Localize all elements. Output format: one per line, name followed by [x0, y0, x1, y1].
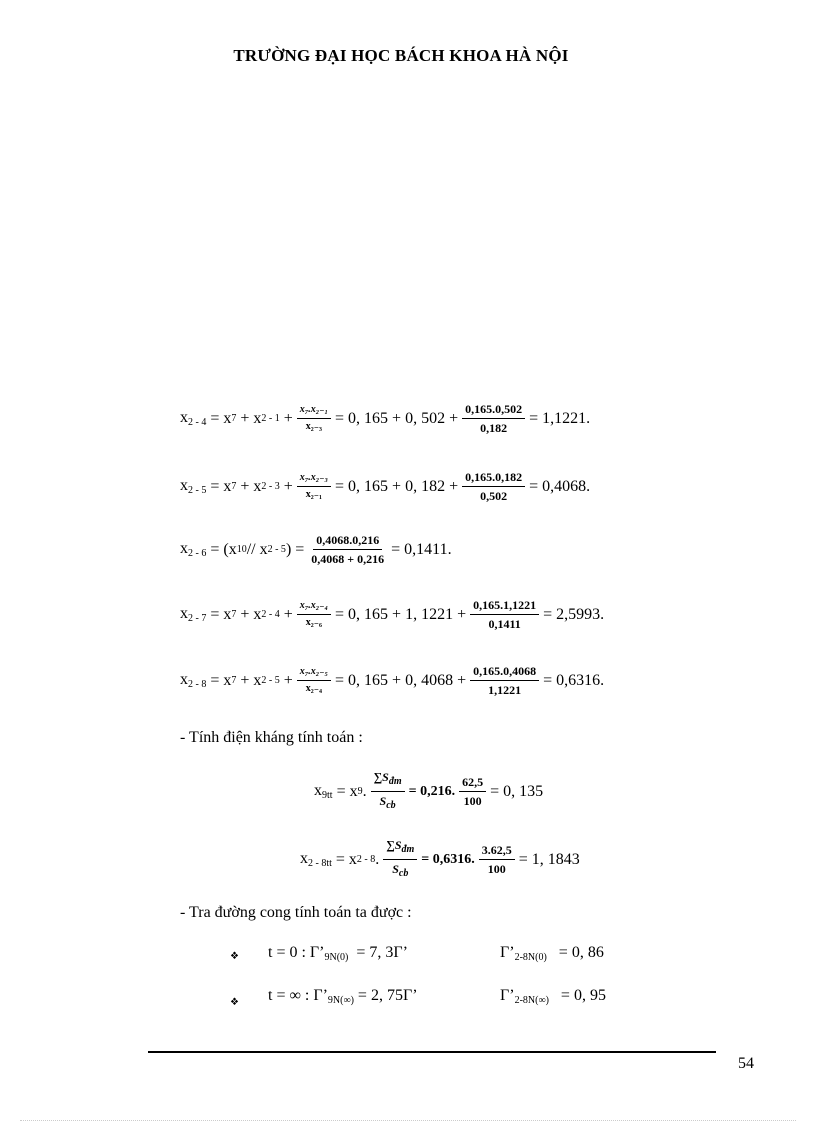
- result: = 0,4068.: [529, 477, 591, 495]
- result: = 0,6316.: [543, 671, 605, 689]
- term: // x: [246, 540, 268, 558]
- result: = 0, 135: [490, 782, 544, 800]
- numeric-fraction: $\frac{0,4068.0,216}{0,4068 + 0,216}$: [311, 533, 385, 566]
- term: + x: [240, 477, 262, 495]
- term: = x: [335, 850, 357, 868]
- result: = 1, 1843: [518, 850, 580, 868]
- symbolic-fraction: $\frac{\text{x₇.x₂₋₅}}{\text{x₂₋₄}}$: [297, 666, 331, 695]
- term: = x: [336, 782, 358, 800]
- symbolic-fraction: $\frac{\text{x₇.x₂₋₁}}{\text{x₂₋₃}}$: [297, 404, 331, 433]
- term: + x: [240, 605, 262, 623]
- symbolic-fraction: $\frac{\text{x₇.x₂₋₄}}{\text{x₂₋₆}}$: [297, 600, 331, 629]
- result: = 2,5993.: [543, 605, 605, 623]
- numeric-term: = 0,6316.: [421, 851, 475, 867]
- symbolic-fraction: $\frac{\text{x₇.x₂₋₃}}{\text{x₂₋₁}}$: [297, 472, 331, 501]
- result: = 0,1411.: [391, 540, 452, 558]
- equation-x2-4: $x_{2 - 4}$ = x 7 + x 2 - 1 + $\frac{\text{x₇.x₂₋₁}}{\text{x₂₋₃}}$ = 0, 165 + 0, 502 + $\frac{0,165.0,502}{0,182}$ = 1,1221.: [180, 402, 591, 435]
- numeric-fraction: $\frac{0,165.0,182}{0,502}$: [462, 470, 525, 503]
- lhs: $x_{2 - 6}$: [180, 540, 207, 559]
- lhs: $x_{2 - 5}$: [180, 477, 207, 496]
- operator: +: [283, 409, 293, 427]
- list-item-t0-right: $\Gamma’_{2-8N(0)}$ = 0, 86: [500, 944, 604, 963]
- operator: +: [283, 605, 293, 623]
- lhs: $x_{2 - 8}$: [180, 671, 207, 690]
- term: = x: [210, 477, 232, 495]
- numeric-fraction: $\frac{62,5}{100}$: [459, 775, 486, 808]
- numeric-terms: = 0, 165 + 1, 1221 +: [335, 605, 467, 623]
- numeric-term: = 0,216.: [408, 783, 456, 799]
- numeric-terms: = 0, 165 + 0, 182 +: [335, 477, 459, 495]
- equation-x2-8: $x_{2 - 8}$ = x 7 + x 2 - 5 + $\frac{\text{x₇.x₂₋₅}}{\text{x₂₋₄}}$ = 0, 165 + 0, 4068 + $\frac{0,165.0,4068}{1,1221}$ = 0,6316.: [180, 664, 605, 697]
- numeric-terms: = 0, 165 + 0, 4068 +: [335, 671, 467, 689]
- footer-divider: [148, 1051, 716, 1053]
- list-item-tinf-right: $\Gamma’_{2-8N(\infty)}$ = 0, 95: [500, 987, 606, 1006]
- page-header-title: TRƯỜNG ĐẠI HỌC BÁCH KHOA HÀ NỘI: [233, 46, 569, 65]
- term: = x: [210, 605, 232, 623]
- equation-x2-6: $x_{2 - 6}$ = (x 10 // x 2 - 5 ) = $\frac{0,4068.0,216}{0,4068 + 0,216}$ = 0,1411.: [180, 533, 452, 566]
- term: = x: [210, 671, 232, 689]
- equation-x2-7: $x_{2 - 7}$ = x 7 + x 2 - 4 + $\frac{\text{x₇.x₂₋₄}}{\text{x₂₋₆}}$ = 0, 165 + 1, 1221 + $\frac{0,165.1,1221}{0,1411}$ = 2,5993.: [180, 598, 605, 631]
- section-heading-curves: - Tra đường cong tính toán ta được :: [180, 904, 412, 921]
- numeric-fraction: $\frac{3.62,5}{100}$: [479, 843, 515, 876]
- power-ratio-fraction: $\frac{\sum S_{đm}}{S_{cb}}$: [371, 770, 405, 813]
- page-number: 54: [738, 1055, 754, 1072]
- lhs: $x_{2 - 8tt}$: [300, 850, 332, 869]
- term: + x: [240, 409, 262, 427]
- list-item: [230, 992, 239, 1010]
- operator: ) =: [285, 540, 305, 558]
- numeric-terms: = 0, 165 + 0, 502 +: [335, 409, 459, 427]
- lhs: $x_{2 - 7}$: [180, 605, 207, 624]
- list-item: [230, 946, 239, 964]
- diamond-bullet-icon: ❖: [230, 997, 239, 1008]
- term: = (x: [210, 540, 237, 558]
- section-heading-reactance: - Tính điện kháng tính toán :: [180, 729, 363, 746]
- operator: +: [283, 671, 293, 689]
- list-item-tinf-left: t = ∞ : $\Gamma’_{9N(\infty)} = 2$, 75Γ’: [268, 987, 418, 1006]
- operator: +: [283, 477, 293, 495]
- equation-x2-5: $x_{2 - 5}$ = x 7 + x 2 - 3 + $\frac{\text{x₇.x₂₋₃}}{\text{x₂₋₁}}$ = 0, 165 + 0, 182 + $\frac{0,165.0,182}{0,502}$ = 0,4068.: [180, 470, 591, 503]
- term: = x: [210, 409, 232, 427]
- calc-x9tt: $x_{9tt}$ = x 9 . $\frac{\sum S_{đm}}{S_{cb}}$ = 0,216. $\frac{62,5}{100}$ = 0, 135: [314, 770, 544, 811]
- page-bottom-dotted-line: [20, 1120, 796, 1121]
- power-ratio-fraction: $\frac{\sum S_{đm}}{S_{cb}}$: [383, 838, 417, 881]
- term: + x: [240, 671, 262, 689]
- calc-x2-8tt: $x_{2 - 8tt}$ = x 2 - 8 . $\frac{\sum S_{đm}}{S_{cb}}$ = 0,6316. $\frac{3.62,5}{100}$ = 1, 1843: [300, 838, 580, 879]
- numeric-fraction: $\frac{0,165.0,502}{0,182}$: [462, 402, 525, 435]
- lhs: $x_{9tt}$: [314, 782, 333, 801]
- diamond-bullet-icon: ❖: [230, 951, 239, 962]
- result: = 1,1221.: [529, 409, 591, 427]
- lhs: $x_{2 - 4}$: [180, 409, 207, 428]
- numeric-fraction: $\frac{0,165.1,1221}{0,1411}$: [470, 598, 539, 631]
- numeric-fraction: $\frac{0,165.0,4068}{1,1221}$: [470, 664, 539, 697]
- list-item-t0-left: t = 0 : $\Gamma’_{9N(0)} = 7$, 3Γ’: [268, 944, 408, 963]
